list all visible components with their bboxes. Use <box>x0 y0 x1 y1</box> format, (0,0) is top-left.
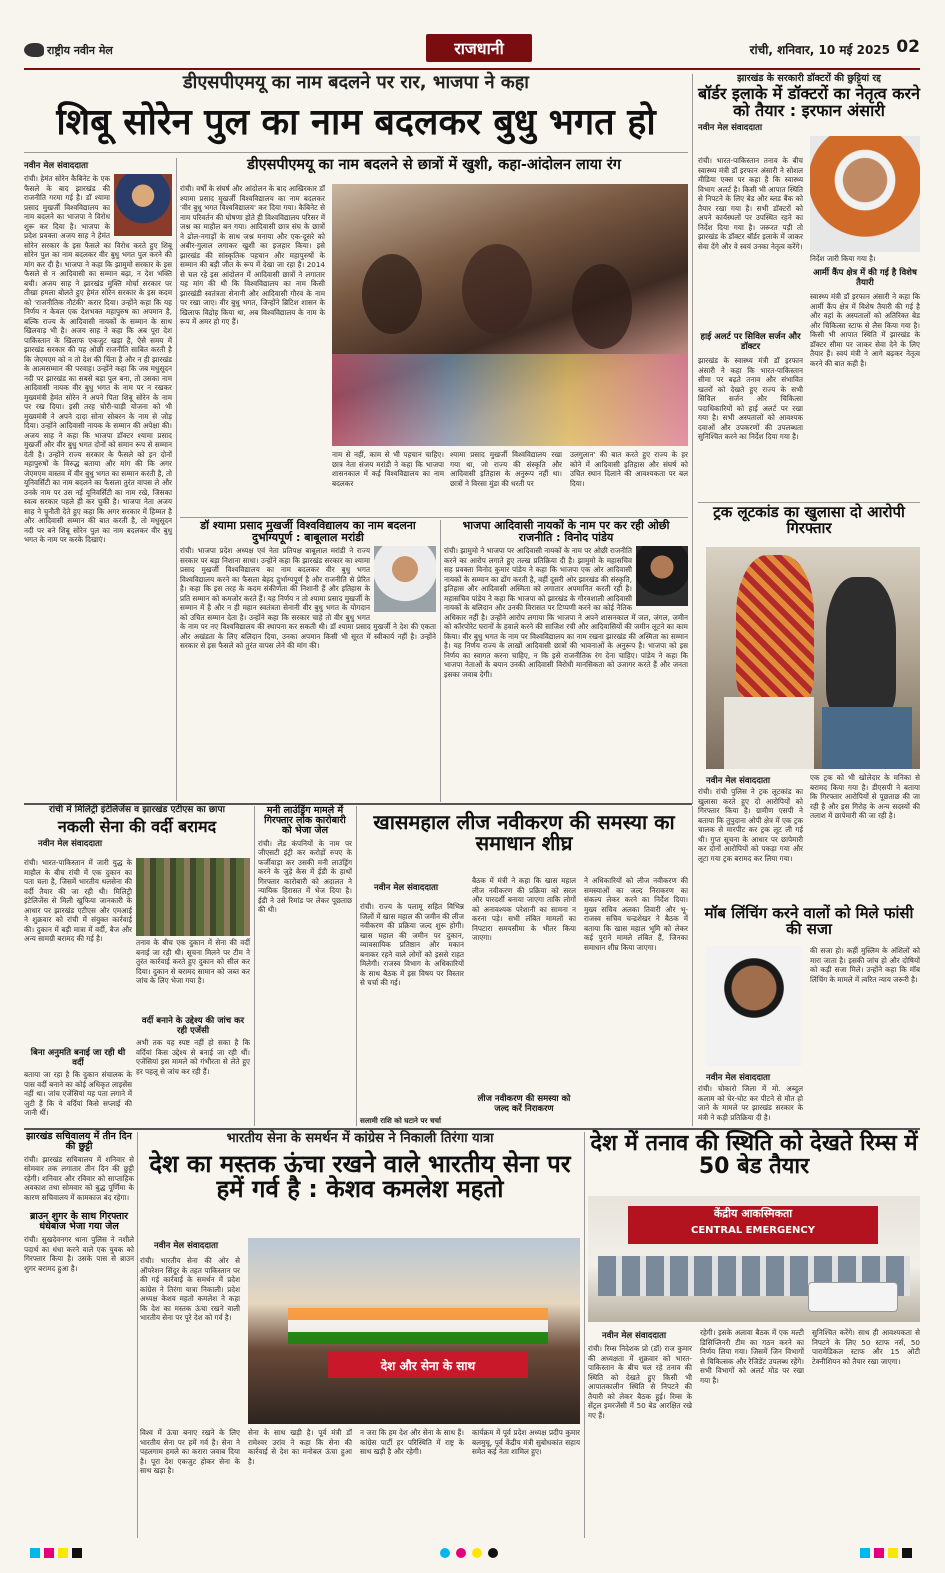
vinod-photo <box>636 546 688 606</box>
ajay-sah-photo <box>114 174 172 236</box>
uniform-shop-photo <box>136 858 250 936</box>
truck-accused-photo <box>706 547 920 769</box>
masthead <box>24 34 920 68</box>
truck-story: ट्रक लूटकांड का खुलासा दो आरोपी गिरफ्तार नवीन मेल संवाददाता रांची। रांची पुलिस ने ट्रक लूटकांड का खुलासा करते हुए दो आरोपियों को गिरफ्तार किया है। ग्रामीण एसपी ने बताया कि तुपुदाना ओपी क्षेत्र में एक ट्रक चालक से मारपीट कर ट्रक लूट ली गई थी। गुप्त सूचना के आधार पर छापेमारी कर दोनों आरोपियों को पकड़ा गया और लूटा गया ट्रक बरामद कर लिया गया। एक ट्रक को भी खोलेदार के मनिका से बरामद किया गया है। डीएसपी ने बताया कि गिरफ्तार आरोपियों से पूछताछ की जा रही है और इस गिरोह के अन्य सदस्यों की तलाश में छापेमारी की जा रही है। <box>698 503 920 863</box>
student-story: डीएसपीएमयू का नाम बदलने से छात्रों में खुशी, कहा-आंदोलन लाया रंग रांची। वर्षों के संघर्ष और आंदोलन के बाद आखिरकार डॉ श्यामा प्रसाद मुखर्जी विश्वविद्यालय का नाम बदलकर 'वीर बुधु भगत विश्वविद्यालय' कर दिया गया। कैबिनेट से नाम परिवर्तन की घोषणा होते ही विश्वविद्यालय परिसर में जश्न का माहौल बन गया। आदिवासी छात्र संघ के छात्रों ने ढोल-नगाड़ों के साथ जश्न मनाया और एक-दूसरे को अबीर-गुलाल लगाकर खुशी का इजहार किया। इसे झारखंड की सांस्कृतिक पहचान और महापुरुषों के सम्मान की बड़ी जीत के रूप में देखा जा रहा है। 2014 से चल रहे इस आंदोलन में आदिवासी छात्रों ने लगातार यह मांग की थी कि विश्वविद्यालय का नाम किसी झारखंडी स्वतंत्रता सेनानी और आदिवासी गौरव के नाम पर रखा जाए। वीर बुधु भगत, जिन्होंने ब्रिटिश शासन के खिलाफ विद्रोह किया था, अब विश्वविद्यालय के नाम के रूप में अमर हो गए हैं। नाम से नहीं, काम से भी पहचान चाहिए। छात्र नेता संजय मरांडी ने कहा कि भाजपा शासनकाल में कई विश्वविद्यालय का नाम बदलकर श्यामा प्रसाद मुखर्जी विश्वविद्यालय रखा गया था, जो राज्य की संस्कृति और आदिवासी इतिहास के अनुरूप नहीं था। छात्रों ने विरसा मुंडा की धरती पर उलगुलान' की बात करते हुए राज्य के हर कोने में आदिवासी इतिहास और संघर्ष को उचित स्थान दिलाने की आवश्यकता पर बल दिया। <box>180 157 688 488</box>
tiranga-yatra-photo <box>248 1238 580 1424</box>
congress-banner: देश और सेना के साथ <box>328 1352 528 1378</box>
lead-headline: शिबू सोरेन पुल का नाम बदलकर बुधु भगत हो <box>56 102 656 143</box>
page-number: 02 <box>896 37 920 57</box>
army-story: भारतीय सेना के समर्थन में कांग्रेस ने निकाली तिरंगा यात्रा देश का मस्तक ऊंचा रखने वाले भारतीय सेना पर हमें गर्व है : केशव कमलेश महतो नवीन मेल संवाददाता रांची। भारतीय सेना की ओर से ऑपरेशन सिंदूर के तहत पाकिस्तान पर की गई कार्रवाई के समर्थन में प्रदेश कांग्रेस ने तिरंगा यात्रा निकाली। प्रदेश अध्यक्ष केशव महतो कमलेश ने कहा कि देश का मस्तक ऊंचा रखने वाली भारतीय सेना पर पूरे देश को गर्व है। देश और सेना के साथ विश्व में ऊंचा बनाए रखने के लिए भारतीय सेना पर हमें गर्व है। सेना ने पहलगाम हमले का करारा जवाब दिया है। पूरा देश एकजुट होकर सेना के साथ खड़ा है। सेना के साथ खड़ी है। पूर्व मंत्री डॉ रामेश्वर उरांव ने कहा कि सेना की कार्रवाई से देश का मनोबल ऊंचा हुआ है। न जरा कि हम देश और सेना के साथ हैं। कांग्रेस पार्टी हर परिस्थिति में राष्ट्र के साथ खड़ी है और रहेगी। कार्यक्रम में पूर्व प्रदेश अध्यक्ष प्रदीप कुमार बलमुचू, पूर्व केंद्रीय मंत्री सुबोधकांत सहाय समेत कई नेता शामिल हुए। <box>140 1131 580 1475</box>
tiger-icon <box>24 43 44 57</box>
vinod-story: भाजपा आदिवासी नायकों के नाम पर कर रही ओछी राजनीति : विनोद पांडेय रांची। झामुमो ने भाजपा पर आदिवासी नायकों के नाम पर ओछी राजनीति करने का आरोप लगाते हुए तल्ख प्रतिक्रिया दी है। झामुमो के महासचिव सह प्रवक्ता विनोद कुमार पांडेय ने कहा कि भाजपा एक ओर आदिवासी नायकों के सम्मान का ढोंग करती है, वहीं दूसरी ओर झारखंड की संस्कृति, इतिहास और आदिवासी अस्मिता को लगातार अपमानित करती रही है। महासचिव पांडेय ने कहा कि भाजपा को झारखंड के गौरवशाली आदिवासी नायकों के बलिदान और उनकी विरासत पर टिप्पणी करने का कोई नैतिक अधिकार नहीं है। उन्होंने आरोप लगाया कि भाजपा ने अपने शासनकाल में जल, जंगल, जमीन को कॉरपोरेट घरानों के हवाले करने की साजिश रची और आदिवासियों की जमीन लूटने का काम किया। वीर बुधु भगत के नाम पर विश्वविद्यालय का नाम रखना झारखंड की अस्मिता का सम्मान है। यह निर्णय राज्य के लाखों आदिवासी छात्रों की भावनाओं के अनुरूप है। भाजपा को इस निर्णय का स्वागत करना चाहिए, न कि इसे राजनीतिक रंग देना चाहिए। पांडेय ने कहा कि भाजपा नेताओं के बयान उनकी आदिवासी विरोधी मानसिकता को उजागर करते हैं और जनता इसका जवाब देगी। <box>444 519 688 679</box>
lynch-story: मॉब लिंचिंग करने वालों को मिले फांसी की सजा नवीन मेल संवाददाता रांची। चोकारो जिला में मो. अब्दुल कलाम को घेर-घोट कर पीटने से मौत हो जाने के मामले पर झारखंड सरकार के मंत्री ने कड़ी प्रतिक्रिया दी है। की सजा हो। कहीं मुस्लिम के अंशिलों को मारा जाता है। इसकी जांच हो और दोषियों को कड़ी सजा मिले। उन्होंने कहा कि मॉब लिंचिंग के मामले में त्वरित न्याय जरूरी है। <box>698 904 920 1122</box>
babulal-photo <box>374 546 436 612</box>
irfan-ansari-photo <box>810 136 920 252</box>
laundering-story: मनी लाउंड्रिंग मामले में गिरफ्तार लोक कारोबारी को भेजा जेल रांची। लेंड कंपनियों के नाम पर जीएसटी इंट्री कर करोड़ों रुपए के फर्जीवाड़ा कर उसकी मनी लाउंड्रिंग करने के जुड़े केस में ईडी के हाथों गिरफ्तार कारोबारी को अदालत ने न्यायिक हिरासत में भेज दिया है। ईडी ने उसे रिमांड पर लेकर पूछताछ की थी। <box>258 805 352 915</box>
doctors-story: झारखंड के सरकारी डॉक्टरों की छुट्टियां रद्द बॉर्डर इलाके में डॉक्टरों का नेतृत्व करने को तैयार : इरफान अंसारी नवीन मेल संवाददाता रांची। भारत-पाकिस्तान तनाव के बीच स्वास्थ्य मंत्री डॉ इरफान अंसारी ने सोशल मीडिया एक्स पर कहा है कि स्वास्थ्य विभाग अलर्ट है। किसी भी आपात स्थिति से निपटने के लिए बेड और ब्लड बैंक को तैयार रखा गया है। सभी डॉक्टरों को अपने कार्यस्थलों पर उपस्थित रहने का निर्देश दिया गया है। जरूरत पड़ी तो झारखंड के डॉक्टर बॉर्डर इलाके में जाकर सेवा देंगे और वे स्वयं उनका नेतृत्व करेंगे। हाई अलर्ट पर सिविल सर्जन और डॉक्टर झारखंड के स्वास्थ्य मंत्री डॉ इरफान अंसारी ने कहा कि भारत-पाकिस्तान सीमा पर बढ़ते तनाव और संभावित खतरों को देखते हुए राज्य के सभी सिविल सर्जन और चिकित्सा पदाधिकारियों को हाई अलर्ट पर रखा गया है। सभी अस्पतालों को आवश्यक दवाओं और उपकरणों की उपलब्धता सुनिश्चित करने का निर्देश दिया गया है। निर्देश जारी किया गया है। आर्मी कैंप क्षेत्र में की गई है विशेष तैयारी स्वास्थ्य मंत्री डॉ इरफान अंसारी ने कहा कि आर्मी कैंप क्षेत्र में विशेष तैयारी की गई है और वहां के अस्पतालों को अतिरिक्त बेड और चिकित्सा स्टाफ से लैस किया गया है। किसी भी आपात स्थिति में झारखंड के डॉक्टर सीमा पर जाकर सेवा देने के लिए तैयार हैं। स्वयं मंत्री ने आगे बढ़कर नेतृत्व करने की बात कही है। <box>698 73 920 441</box>
babulal-story: डॉ श्यामा प्रसाद मुखर्जी विश्वविद्यालय का नाम बदलना दुर्भाग्यपूर्ण : बाबूलाल मरांडी रांची। भाजपा प्रदेश अध्यक्ष एवं नेता प्रतिपक्ष बाबूलाल मरांडी ने राज्य सरकार पर बड़ा निशाना साधा। उन्होंने कहा कि झारखंड सरकार का श्यामा प्रसाद मुखर्जी विश्वविद्यालय का नाम बदलकर वीर बुधु भगत विश्वविद्यालय करने का फैसला बेहद दुर्भाग्यपूर्ण है और राजनीति से प्रेरित है। कहा कि इस तरह के कदम संकीर्णता की निशानी हैं और इतिहास के प्रति सम्मान को कमजोर करते हैं। यह निर्णय न तो श्यामा प्रसाद मुखर्जी के सम्मान में है और न ही महान स्वतंत्रता सेनानी वीर बुधु भगत के योगदान को उचित सम्मान देता है। उन्होंने कहा कि सरकार चाहे तो वीर बुधु भगत के नाम पर नए विश्वविद्यालय की स्थापना कर सकती थी। डॉ श्यामा प्रसाद मुखर्जी ने देश की एकता और अखंडता के लिए बलिदान दिया, उनका अपमान किसी भी सूरत में स्वीकार्य नहीं है। उन्होंने सरकार से इस फैसले को तुरंत वापस लेने की मांग की। <box>180 519 436 651</box>
section-banner: राजधानी <box>426 34 532 62</box>
fake-uniform-story: रांची में मिलिट्री इंटेलिजेंस व झारखंड एटीएस का छापा नकली सेना की वर्दी बरामद नवीन मेल संवाददाता रांची। भारत-पाकिस्तान में जारी युद्ध के माहौल के बीच रांची में एक दुकान का पता चला है, जिसमें भारतीय थलसेना की वर्दी तैयार की जा रही थी। मिलिट्री इंटेलिजेंस से मिली खुफिया जानकारी के आधार पर झारखंड एटीएस और एमआई ने शुक्रवार को रांची में संयुक्त कार्रवाई की। दुकान में बड़ी मात्रा में वर्दी, बैज और अन्य सामग्री बरामद की गई है। बिना अनुमति बनाई जा रही थी वर्दी बताया जा रहा है कि दुकान संचालक के पास वर्दी बनाने का कोई अधिकृत लाइसेंस नहीं था। जांच एजेंसियां यह पता लगाने में जुटी हैं कि ये वर्दियां किसे सप्लाई की जानी थीं। तनाव के बीच एक दुकान में सेना की वर्दी बनाई जा रही थी। सूचना मिलने पर टीम ने तुरंत कार्रवाई करते हुए दुकान को सील कर दिया। दुकान से बरामद सामान को जब्त कर जांच के लिए भेजा गया है। वर्दी बनाने के उद्देश्य की जांच कर रही एजेंसी अभी तक यह स्पष्ट नहीं हो सका है कि वर्दियां किस उद्देश्य से बनाई जा रही थीं। एजेंसियां इस मामले को गंभीरता से लेते हुए हर पहलू से जांच कर रही हैं। <box>24 805 250 1117</box>
khasmahal-story: खासमहाल लीज नवीकरण की समस्या का समाधान शीघ्र नवीन मेल संवाददाता रांची। राज्य के पलामू सहित विभिन्न जिलों में खास महाल की जमीन की लीज नवीकरण की प्रक्रिया जल्द शुरू होगी। खास महाल की जमीन पर दुकान, व्यावसायिक प्रतिष्ठान और मकान बनाकर रहने वाले लोगों को इससे राहत मिलेगी। राजस्व विभाग के अधिकारियों के साथ बैठक में इस विषय पर विस्तार से चर्चा की गई। बैठक में मंत्री ने कहा कि खास महाल लीज नवीकरण की प्रक्रिया को सरल और पारदर्शी बनाया जाएगा ताकि लोगों को अनावश्यक परेशानी का सामना न करना पड़े। सभी लंबित मामलों का निपटारा समयसीमा के भीतर किया जाएगा। लीज नवीकरण की समस्या को जल्द करें निराकरण ने अधिकारियों को लीज नवीकरण की समस्याओं का जल्द निराकरण का संकल्प लेकर करने का निर्देश दिया। मुख्य सचिव अलका तिवारी और भू-राजस्व सचिव चन्द्रशेखर ने बैठक में बताया कि खास महाल भूमि को लेकर कई पुराने मामले लंबित हैं, जिनका समाधान शीघ्र किया जाएगा। सलामी राशि को घटाने पर चर्चा <box>360 810 688 1125</box>
emergency-sign: केंद्रीय आकस्मिकता CENTRAL EMERGENCY <box>628 1206 878 1244</box>
date-line: रांची, शनिवार, 10 मई 2025 <box>749 43 890 57</box>
holiday-story: झारखंड सचिवालय में तीन दिन की छुट्टी रांची। झारखंड सचिवालय में शनिवार से सोमवार तक लगातार तीन दिन की छुट्टी रहेगी। शनिवार और रविवार को साप्ताहिक अवकाश तथा सोमवार को बुद्ध पूर्णिमा के कारण सचिवालय में कामकाज बंद रहेगा। ब्राउन शुगर के साथ गिरफ्तार धंधेबाज भेजा गया जेल रांची। सुखदेवनगर थाना पुलिस ने नशीले पदार्थ का धंधा करने वाले एक युवक को गिरफ्तार किया है। उसके पास से ब्राउन शुगर बरामद हुआ है। <box>24 1131 134 1273</box>
lead-column: नवीन मेल संवाददाता रांची। हेमंत सोरेन कैबिनेट के एक फैसले के बाद झारखंड की राजनीति गरमा गई है। डॉ श्यामा प्रसाद मुखर्जी विश्वविद्यालय का नाम बदलने का भाजपा ने विरोध शुरू कर दिया है। भाजपा के प्रदेश प्रवक्ता अजय साह ने हेमंत सोरेन सरकार के इस फैसले का विरोध करते हुए शिबू सोरेन पुल का नाम बदलकर वीर बुधु भगत पुल करने की मांग कर दी है। भाजपा ने कहा कि झामुमो सरकार के इस फैसले से न आदिवासी का सम्मान बढ़ा, न देश भक्ति बची। अजय साह ने झारखंड मुक्ति मोर्चा सरकार पर तीखा हमला बोलते हुए हेमंत सोरेन सरकार के इस कदम को 'राजनीतिक नौटंकी' करार दिया। उन्होंने कहा कि यह निर्णय न केवल एक देशभक्त महापुरुष का अपमान है, बल्कि राज्य के आदिवासी नायकों के सम्मान के साथ खिलवाड़ भी है। अजय साह ने कहा कि अब पूरा देश पाकिस्तान के खिलाफ एकजुट खड़ा है, ऐसे समय में झारखंड सरकार की यह ओछी राजनीति साबित करती है कि जेएमएम को न तो देश की चिंता है और न ही झारखंड के आत्मसम्मान की परवाह। उन्होंने कहा कि जब मधुसूदन नदी पर झारखंड का सबसे बड़ा पुल बना, तो उसका नाम आदिवासी नायक वीर बुधु भगत के नाम पर न रखकर मुख्यमंत्री हेमंत सोरेन ने अपने पिता शिबू सोरेन के नाम पर रख दिया। इसी तरह चोरी-चाड़ी योजना को भी मुख्यमंत्री ने अपने दादा सोना सोबरन के नाम से जोड़ दिया। उन्होंने आदिवासी नायक के सम्मान की अपेक्षा की। अजय साह ने कहा कि भाजपा डॉक्टर श्यामा प्रसाद मुखर्जी और वीर बुधु भगत दोनों को समान रूप से सम्मान देती है। उन्होंने राज्य सरकार के फैसले को इन दोनों महापुरुषों के विरुद्ध बताया और मांग की कि अगर जेएमएम वास्तव में वीर बुधु भगत का सम्मान करती है, तो यूनिवर्सिटी का नाम बदलने का फैसला तुरंत वापस ले और उनके नाम पर उस नई यूनिवर्सिटी का नाम रखे, जिसका स्वत्व सरकार पहले ही कर चुकी है। भाजपा नेता अजय साह ने चुनौती देते हुए कहा कि अगर सरकार में हिम्मत है और आदिवासी सम्मान की बात करती है, तो मधुसूदन नदी पर बने शिबू सोरेन पुल का नाम बदलकर वीर बुधु भगत के नाम पर करके दिखाएं। <box>24 161 172 544</box>
lead-kicker: डीएसपीएमयू का नाम बदलने पर रार, भाजपा ने कहा <box>183 72 529 93</box>
paper-logo: राष्ट्रीय नवीन मेल <box>24 40 113 60</box>
minister-photo <box>706 946 802 1066</box>
rims-building-photo <box>588 1196 920 1322</box>
rims-story: देश में तनाव की स्थिति को देखते रिम्स में 50 बेड तैयार केंद्रीय आकस्मिकता CENTRAL EMERGENCY नवीन मेल संवाददाता रांची। रिम्स निदेशक प्रो (डॉ) राज कुमार की अध्यक्षता में शुक्रवार को भारत-पाकिस्तान के बीच चल रहे तनाव की स्थिति को देखते हुए किसी भी आपातकालीन स्थिति से निपटने की तैयारी को लेकर बैठक हुई। रिम्स के सेंट्रल इमरजेंसी में 50 बेड आरक्षित रखे गए हैं। रहेगी। इसके अलावा बैठक में एक मल्टी डिसिप्लिनरी टीम का गठन करने का निर्णय लिया गया। जिसमें जिन विभागों से चिकित्सक और रेजिडेंट उपलब्ध रहेंगे। सभी विभागों को अलर्ट मोड पर रखा गया है। सुनिश्चित करेंगे। साथ ही आवश्यकता से निपटने के लिए 50 स्टाफ नर्स, 50 पारामेडिकल स्टाफ और 15 ओटी टेक्नीशियन को तैयार रखा जाएगा। <box>588 1131 920 1420</box>
students-celebration-photo <box>332 184 688 446</box>
color-registration-bar <box>24 1548 920 1560</box>
